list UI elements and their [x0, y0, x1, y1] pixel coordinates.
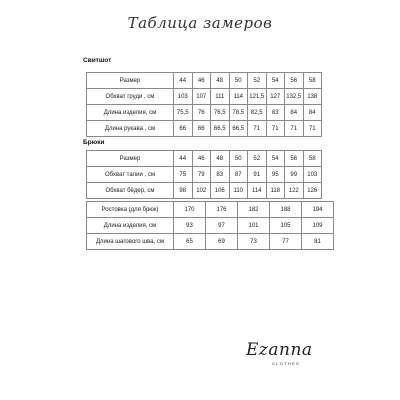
table-cell: 50 — [229, 151, 248, 167]
row-label: Длина рукава , см — [87, 121, 174, 137]
logo-wordmark: Ezanna — [246, 340, 313, 360]
table-cell: 97 — [206, 218, 238, 234]
table-cell: 176 — [206, 202, 238, 218]
table-cell: 73 — [238, 234, 270, 250]
table-cell: 71 — [285, 121, 304, 137]
table-cell: 93 — [174, 218, 206, 234]
table-cell: 79 — [192, 167, 211, 183]
table-cell: 78,5 — [229, 105, 248, 121]
logo-subtitle: CLOTHES — [272, 361, 300, 366]
table-cell: 44 — [174, 73, 193, 89]
table-cell: 95 — [266, 167, 285, 183]
row-label: Обхват бёдер, см — [87, 183, 174, 199]
table-cell: 76,5 — [211, 105, 230, 121]
table-cell: 44 — [174, 151, 193, 167]
row-label: Длина изделия, см — [87, 218, 174, 234]
sweatshirt-section-label: Свитшот — [83, 57, 112, 64]
table-cell: 105 — [270, 218, 302, 234]
table-cell: 77 — [270, 234, 302, 250]
table-cell: 121,5 — [248, 89, 267, 105]
table-row — [87, 105, 322, 121]
table-cell: 66,5 — [211, 121, 230, 137]
table-cell: 48 — [211, 73, 230, 89]
table-cell: 83 — [266, 105, 285, 121]
table-row — [87, 218, 334, 234]
row-label: Размер — [87, 73, 174, 89]
table-cell: 75 — [174, 167, 193, 183]
table-cell: 82,5 — [248, 105, 267, 121]
table-row — [87, 73, 322, 89]
row-label: Длина изделия, см — [87, 105, 174, 121]
table-cell: 114 — [248, 183, 267, 199]
table-cell: 83 — [211, 167, 230, 183]
trousers-size-table — [86, 150, 322, 199]
table-cell: 66 — [174, 121, 193, 137]
height-table — [86, 201, 334, 250]
table-cell: 71 — [303, 121, 322, 137]
table-cell: 102 — [192, 183, 211, 199]
table-cell: 75,5 — [174, 105, 193, 121]
table-cell: 188 — [270, 202, 302, 218]
table-cell: 46 — [192, 151, 211, 167]
table-cell: 56 — [285, 73, 304, 89]
table-row — [87, 202, 334, 218]
table-cell: 194 — [302, 202, 334, 218]
table-row — [87, 167, 322, 183]
table-cell: 65 — [174, 234, 206, 250]
table-cell: 118 — [266, 183, 285, 199]
table-cell: 52 — [248, 151, 267, 167]
table-cell: 48 — [211, 151, 230, 167]
table-row — [87, 89, 322, 105]
row-label: Длина шагового шва, см — [87, 234, 174, 250]
row-label: Обхват талии , см — [87, 167, 174, 183]
table-cell: 84 — [303, 105, 322, 121]
table-cell: 109 — [302, 218, 334, 234]
table-row — [87, 151, 322, 167]
table-row — [87, 121, 322, 137]
table-cell: 127 — [266, 89, 285, 105]
table-cell: 71 — [248, 121, 267, 137]
table-cell: 114 — [229, 89, 248, 105]
table-cell: 87 — [229, 167, 248, 183]
table-cell: 69 — [206, 234, 238, 250]
table-cell: 101 — [238, 218, 270, 234]
table-cell: 111 — [211, 89, 230, 105]
table-cell: 182 — [238, 202, 270, 218]
table-row — [87, 183, 322, 199]
table-cell: 138 — [303, 89, 322, 105]
table-cell: 122 — [285, 183, 304, 199]
table-cell: 132,5 — [285, 89, 304, 105]
table-cell: 170 — [174, 202, 206, 218]
table-cell: 103 — [174, 89, 193, 105]
table-cell: 54 — [266, 73, 285, 89]
table-cell: 107 — [192, 89, 211, 105]
table-cell: 50 — [229, 73, 248, 89]
sweatshirt-size-table — [86, 72, 322, 137]
row-label: Размер — [87, 151, 174, 167]
table-cell: 76 — [192, 105, 211, 121]
table-cell: 66 — [192, 121, 211, 137]
table-cell: 81 — [302, 234, 334, 250]
table-cell: 46 — [192, 73, 211, 89]
trousers-section-label: Брюки — [83, 139, 105, 146]
table-cell: 126 — [303, 183, 322, 199]
page-title: Таблица замеров — [127, 14, 273, 32]
table-cell: 84 — [285, 105, 304, 121]
table-cell: 66,5 — [229, 121, 248, 137]
table-cell: 99 — [285, 167, 304, 183]
table-cell: 54 — [266, 151, 285, 167]
table-cell: 71 — [266, 121, 285, 137]
brand-logo — [246, 338, 316, 372]
table-row — [87, 234, 334, 250]
table-cell: 98 — [174, 183, 193, 199]
table-cell: 56 — [285, 151, 304, 167]
table-cell: 52 — [248, 73, 267, 89]
row-label: Обхват груди , см — [87, 89, 174, 105]
table-cell: 58 — [303, 73, 322, 89]
row-label: Ростовка (для брюк) — [87, 202, 174, 218]
table-cell: 103 — [303, 167, 322, 183]
table-cell: 58 — [303, 151, 322, 167]
table-cell: 91 — [248, 167, 267, 183]
table-cell: 106 — [211, 183, 230, 199]
table-cell: 110 — [229, 183, 248, 199]
